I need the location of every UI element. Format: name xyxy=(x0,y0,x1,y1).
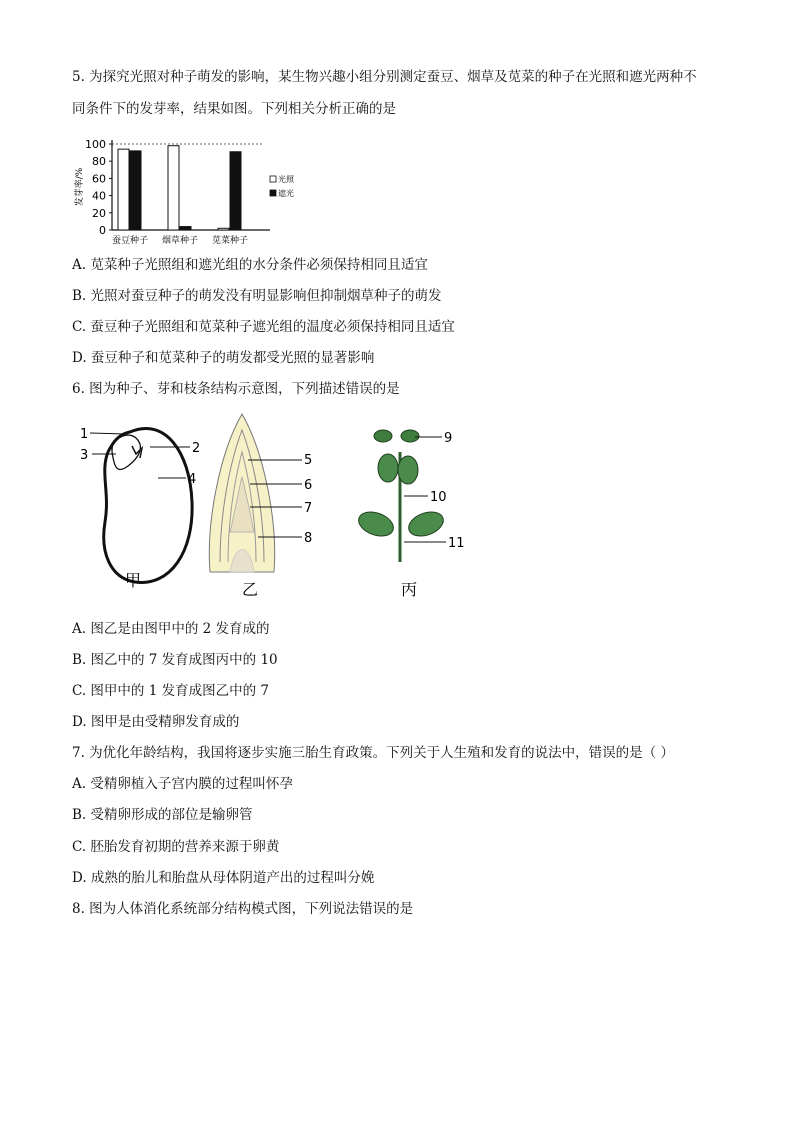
q6-option-c[interactable]: C. 图甲中的 1 发育成图乙中的 7 xyxy=(72,683,269,699)
bar-light xyxy=(118,149,129,230)
label-bing: 丙 xyxy=(401,580,418,599)
bar-dark xyxy=(130,151,141,230)
bar-light xyxy=(218,228,229,230)
q6-stem: 6. 图为种子、芽和枝条结构示意图，下列描述错误的是 xyxy=(72,381,400,397)
label-6: 6 xyxy=(304,478,313,493)
q7-option-c[interactable]: C. 胚胎发育初期的营养来源于卵黄 xyxy=(72,839,280,855)
q8-stem: 8. 图为人体消化系统部分结构模式图，下列说法错误的是 xyxy=(72,901,414,917)
label-5: 5 xyxy=(304,453,313,468)
label-8: 8 xyxy=(304,531,313,546)
q5-germination-chart xyxy=(72,132,302,250)
q6-option-a[interactable]: A. 图乙是由图甲中的 2 发育成的 xyxy=(72,621,270,637)
legend-swatch xyxy=(270,176,276,182)
legend-label: 遮光 xyxy=(278,189,294,198)
q5-stem-line1: 5. 为探究光照对种子萌发的影响，某生物兴趣小组分别测定蚕豆、烟草及苋菜的种子在光照和遮光两种不 xyxy=(72,69,697,85)
seed-diagram xyxy=(80,427,200,590)
legend-label: 光照 xyxy=(278,175,294,184)
bar-light xyxy=(168,146,179,230)
q7-option-b[interactable]: B. 受精卵形成的部位是输卵管 xyxy=(72,807,253,823)
q6-option-d[interactable]: D. 图甲是由受精卵发育成的 xyxy=(72,714,240,730)
bar-dark xyxy=(180,227,191,230)
y-tick-label: 0 xyxy=(99,224,106,237)
x-category-label: 烟草种子 xyxy=(161,236,199,246)
y-tick-label: 40 xyxy=(92,189,106,203)
y-tick-label: 80 xyxy=(92,155,106,169)
bud-diagram xyxy=(209,414,312,599)
bar-dark xyxy=(230,152,241,230)
q7-option-d[interactable]: D. 成熟的胎儿和胎盘从母体阴道产出的过程叫分娩 xyxy=(72,870,375,886)
label-yi: 乙 xyxy=(242,580,259,599)
label-1: 1 xyxy=(80,427,89,442)
x-category-label: 苋菜种子 xyxy=(211,236,249,246)
q5-option-c[interactable]: C. 蚕豆种子光照组和苋菜种子遮光组的温度必须保持相同且适宜 xyxy=(72,319,455,335)
q5-option-a[interactable]: A. 苋菜种子光照组和遮光组的水分条件必须保持相同且适宜 xyxy=(72,257,428,273)
label-jia: 甲 xyxy=(125,571,142,590)
y-axis-label: 发芽率/% xyxy=(75,167,85,207)
label-11: 11 xyxy=(448,536,465,551)
y-tick-label: 100 xyxy=(85,138,106,151)
legend-swatch xyxy=(270,190,276,196)
q6-structure-figure xyxy=(70,412,490,602)
label-10: 10 xyxy=(430,490,447,505)
q5-stem-line2: 同条件下的发芽率，结果如图。下列相关分析正确的是 xyxy=(72,101,396,117)
q7-stem: 7. 为优化年龄结构，我国将逐步实施三胎生育政策。下列关于人生殖和发育的说法中，错误的是（ ） xyxy=(72,745,674,761)
y-tick-label: 60 xyxy=(92,172,106,186)
branch-diagram xyxy=(355,430,464,599)
label-2: 2 xyxy=(192,441,201,456)
q5-option-b[interactable]: B. 光照对蚕豆种子的萌发没有明显影响但抑制烟草种子的萌发 xyxy=(72,288,442,304)
q6-option-b[interactable]: B. 图乙中的 7 发育成图丙中的 10 xyxy=(72,652,278,668)
y-tick-label: 20 xyxy=(92,206,106,220)
label-4: 4 xyxy=(188,472,197,487)
q7-option-a[interactable]: A. 受精卵植入子宫内膜的过程叫怀孕 xyxy=(72,776,293,792)
q5-option-d[interactable]: D. 蚕豆种子和苋菜种子的萌发都受光照的显著影响 xyxy=(72,350,375,366)
label-3: 3 xyxy=(80,448,89,463)
label-9: 9 xyxy=(444,431,453,446)
label-7: 7 xyxy=(304,501,313,516)
x-category-label: 蚕豆种子 xyxy=(111,236,149,246)
